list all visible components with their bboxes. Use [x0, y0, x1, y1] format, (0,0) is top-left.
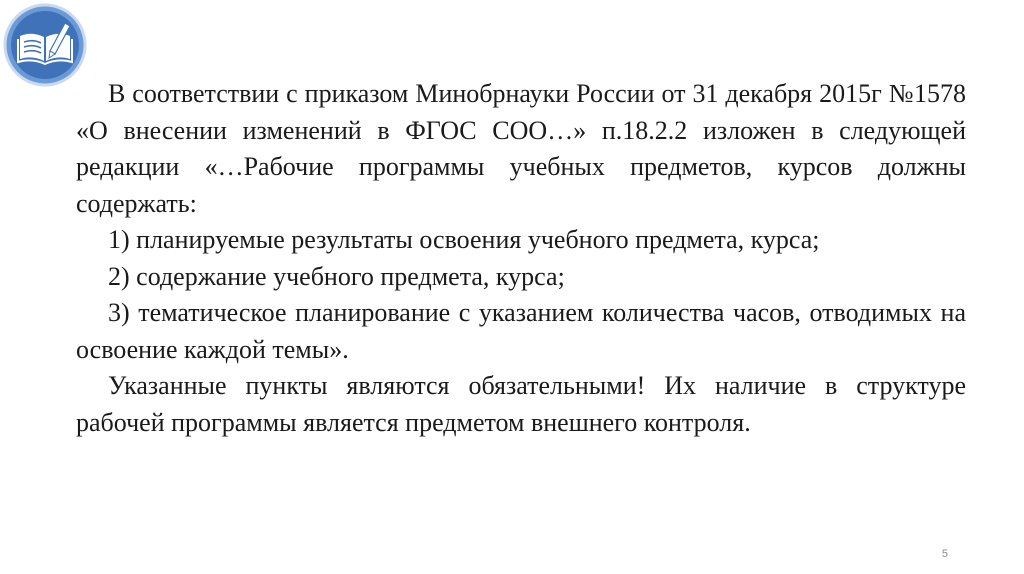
list-item-3: 3) тематическое планирование с указанием количества часов, отводимых на освоение каждой темы». — [76, 298, 966, 364]
list-item-1: 1) планируемые результаты освоения учебного предмета, курса; — [108, 225, 820, 254]
list-item-2: 2) содержание учебного предмета, курса; — [108, 261, 565, 291]
body-text — [76, 76, 966, 441]
page-number: 5 — [941, 548, 948, 560]
conclusion-paragraph: Указанные пункты являются обязательными! Их наличие в структуре рабочей программы является предметом внешнего контроля. — [76, 371, 966, 437]
intro-paragraph: В соответствии с приказом Минобрнауки России от 31 декабря 2015г №1578 «О внесении изменений в ФГОС СОО…» п.18.2.2 изложен в следующей редакции «…Рабочие программы учебных предметов, курсов должны содержать: — [76, 79, 966, 218]
book-pen-logo-icon — [3, 3, 87, 87]
